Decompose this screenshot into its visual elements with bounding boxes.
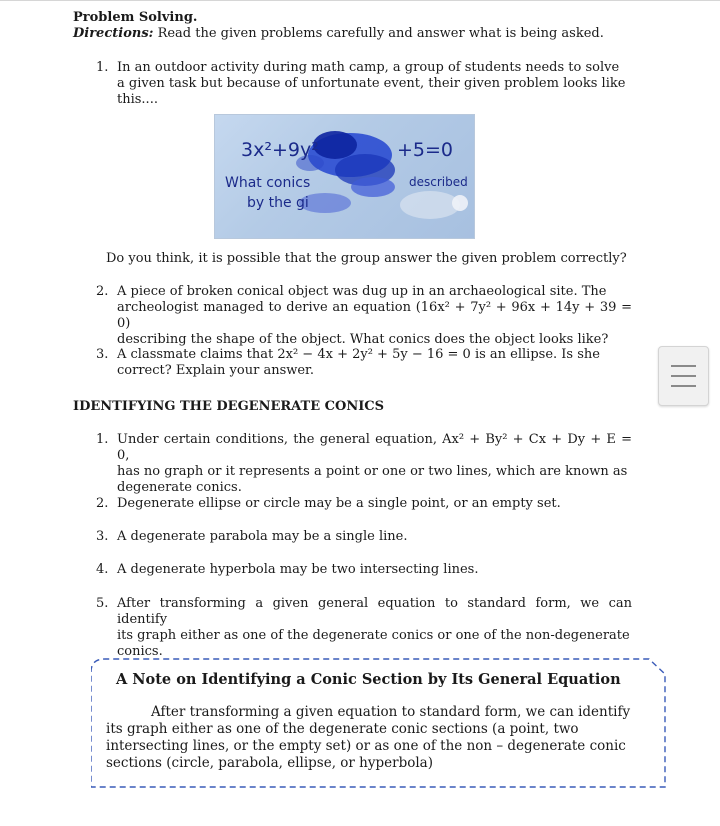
problem-2-line3: describing the shape of the object. What conics does the object looks like? (117, 332, 609, 347)
page-title: Problem Solving. (73, 10, 198, 25)
degenerate-4-number: 4. (96, 562, 109, 577)
problem-1-line3: this.... (117, 92, 158, 107)
handwritten-equation-left: 3x²+9y² (241, 139, 319, 161)
note-line2: its graph either as one of the degenerate conic sections (a point, two (106, 721, 579, 737)
handwritten-line3: by the gi (247, 195, 309, 211)
degenerate-1-text (117, 432, 632, 496)
directions-text: Read the given problems carefully and answer what is being asked. (157, 26, 604, 41)
handwritten-line2-b: described (409, 175, 468, 189)
problem-3-text (117, 347, 627, 379)
degenerate-1-line2: has no graph or it represents a point or one or two lines, which are known as (117, 464, 628, 479)
note-box (91, 658, 666, 788)
degenerate-5-line1: After transforming a given general equation to standard form, we can identify (117, 596, 632, 627)
note-line1: After transforming a given equation to standard form, we can identify (151, 704, 631, 720)
degenerate-5-number: 5. (96, 596, 109, 611)
note-line3: intersecting lines, or the empty set) or as one of the non – degenerate conic (106, 738, 626, 754)
menu-button[interactable] (658, 346, 709, 406)
smudged-problem-image (214, 114, 475, 239)
problem-2-number: 2. (96, 284, 109, 299)
degenerate-3-number: 3. (96, 529, 109, 544)
problem-1-line2: a given task but because of unfortunate event, their given problem looks like (117, 76, 626, 91)
note-body (106, 704, 647, 772)
problem-3-line1: A classmate claims that 2x² − 4x + 2y² + 5y − 16 = 0 is an ellipse. Is she (117, 347, 600, 362)
menu-icon-bar-middle (671, 375, 696, 377)
directions-label: Directions: (73, 26, 154, 41)
degenerate-5-line3: conics. (117, 644, 163, 659)
degenerate-2-number: 2. (96, 496, 109, 511)
problem-1-number: 1. (96, 60, 109, 75)
degenerate-5-line2: its graph either as one of the degenerate conics or one of the non-degenerate (117, 628, 630, 643)
degenerate-2-text: Degenerate ellipse or circle may be a single point, or an empty set. (117, 496, 561, 511)
directions (73, 26, 604, 42)
problem-2-line2: archeologist managed to derive an equation (16x² + 7y² + 96x + 14y + 39 = 0) (117, 300, 632, 331)
problem-3-line2: correct? Explain your answer. (117, 363, 314, 378)
problem-3-number: 3. (96, 347, 109, 362)
followup-question: Do you think, it is possible that the group answer the given problem correctly? (106, 251, 627, 266)
handwritten-equation-right: +5=0 (397, 139, 454, 161)
menu-icon-bar-top (671, 365, 696, 367)
degenerate-3-text: A degenerate parabola may be a single line. (117, 529, 408, 544)
degenerate-1-number: 1. (96, 432, 109, 447)
menu-icon-bar-bottom (671, 385, 696, 387)
degenerate-1-line1: Under certain conditions, the general equation, Ax² + By² + Cx + Dy + E = 0, (117, 432, 632, 463)
problem-2-line1: A piece of broken conical object was dug up in an archaeological site. The (117, 284, 607, 299)
problem-1-line1: In an outdoor activity during math camp, a group of students needs to solve (117, 60, 620, 75)
top-divider (0, 0, 720, 1)
problem-1-text (117, 60, 627, 108)
degenerate-1-line3: degenerate conics. (117, 480, 242, 495)
handwritten-line2-a: What conics (225, 175, 311, 191)
degenerate-5-text (117, 596, 632, 660)
note-line4: sections (circle, parabola, ellipse, or hyperbola) (106, 755, 433, 771)
degenerate-4-text: A degenerate hyperbola may be two intersecting lines. (117, 562, 479, 577)
note-title: A Note on Identifying a Conic Section by Its General Equation (116, 671, 621, 688)
section-title: IDENTIFYING THE DEGENERATE CONICS (73, 399, 385, 414)
problem-2-text (117, 284, 632, 348)
